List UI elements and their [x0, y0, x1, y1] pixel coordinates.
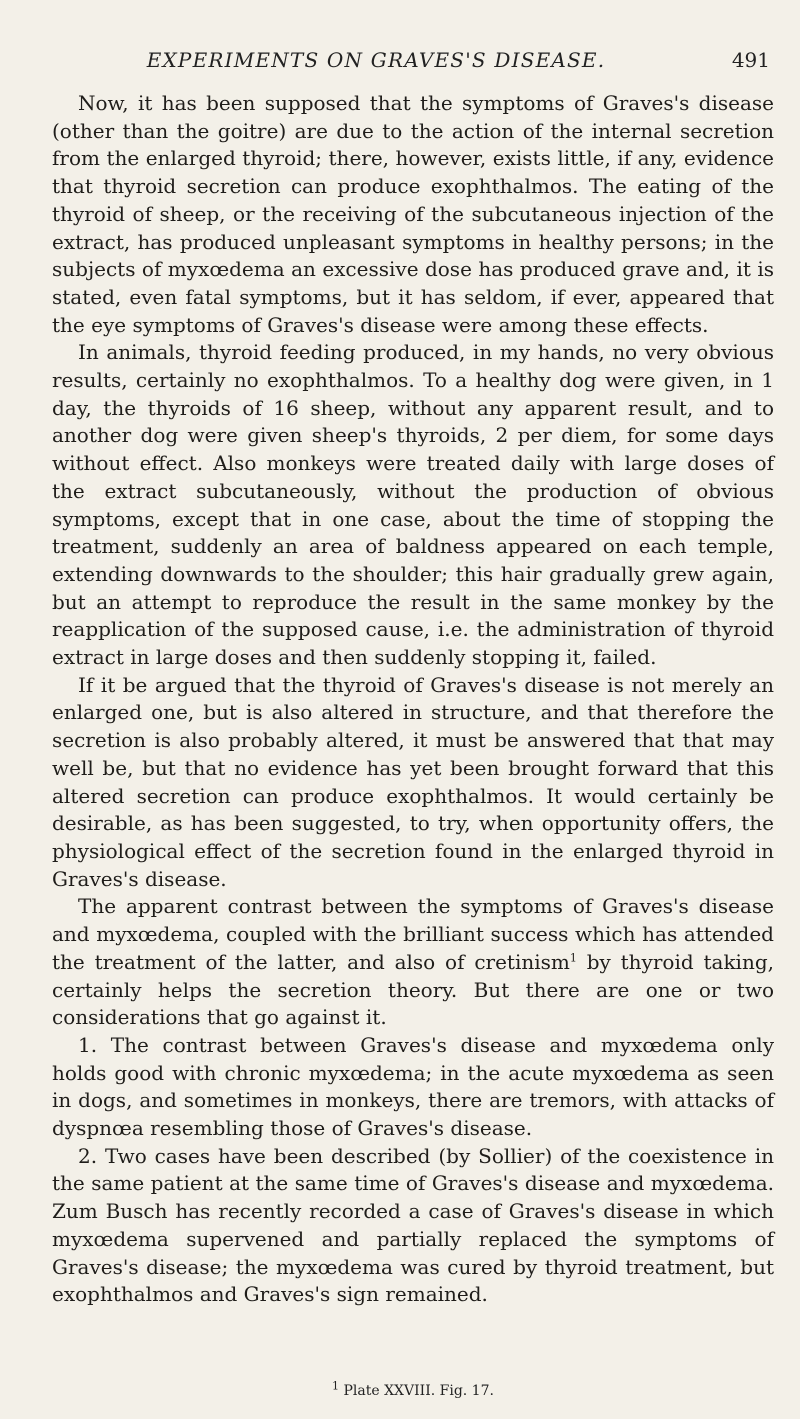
- paragraph-1: Now, it has been supposed that the symptoms of Graves's disease (other than the goitre) are due to the action of the internal secretion from the enlarged thyroid; there, however, exists little, if any, evidence that thyroid secretion can produce exophthalmos. The eating of the thyroid of sheep, or the receiving of the subcutaneous injection of the extract, has produced unpleasant symptoms in healthy persons; in the subjects of myxœdema an excessive dose has produced grave and, it is stated, even fatal symptoms, but it has seldom, if ever, appeared that the eye symptoms of Graves's disease were among these effects.: [52, 91, 774, 337]
- paragraph-6: 2. Two cases have been described (by Sollier) of the coexistence in the same patient at the same time of Graves's disease and myxœdema. Zum Busch has recently recorded a case of Graves's disease in which myxœdema supervened and partially replaced the symptoms of Graves's disease; the myxœdema was cured by thyroid treatment, but exophthalmos and Graves's sign remained.: [52, 1143, 774, 1307]
- page-number: 491: [731, 48, 770, 72]
- paragraph-3: If it be argued that the thyroid of Graves's disease is not merely an enlarged one, but is also altered in structure, and that therefore the secretion is also probably altered, it must be answered that that may well be, but that no evidence has yet been brought forward that this altered secretion can produce exophthalmos. It would certainly be desirable, as has been suggested, to try, when opportunity offers, the physiological effect of the secretion found in the enlarged thyroid in Graves's disease.: [52, 672, 774, 891]
- footnote-reference: 1: [569, 951, 577, 965]
- paragraph-4-after: by thyroid taking, certainly helps the secretion theory. But there are one or two considerations that go against it.: [52, 949, 774, 1030]
- body-text: [52, 90, 774, 1309]
- paragraph-4: [52, 893, 774, 1032]
- footnote-text: Plate XXVIII. Fig. 17.: [339, 1383, 494, 1399]
- page-header: [52, 48, 770, 78]
- footnote-mark: 1: [332, 1379, 340, 1393]
- footnote: [52, 1379, 774, 1399]
- running-title: EXPERIMENTS ON GRAVES'S DISEASE.: [146, 48, 606, 72]
- paragraph-4-before: The apparent contrast between the symptoms of Graves's disease and myxœdema, coupled with the brilliant success which has attended the treatment of the latter, and also of cretinism: [52, 894, 774, 974]
- paragraph-5: 1. The contrast between Graves's disease and myxœdema only holds good with chronic myxœdema; in the acute myxœdema as seen in dogs, and sometimes in monkeys, there are tremors, with attacks of dyspnœa resembling those of Graves's disease.: [52, 1032, 774, 1141]
- paragraph-2: In animals, thyroid feeding produced, in my hands, no very obvious results, certainly no exophthalmos. To a healthy dog were given, in 1 day, the thyroids of 16 sheep, without any apparent result, and to another dog were given sheep's thyroids, 2 per diem, for some days without effect. Also monkeys were treated daily with large doses of the extract subcutaneously, without the production of obvious symptoms, except that in one case, about the time of stopping the treatment, suddenly an area of baldness appeared on each temple, extending downwards to the shoulder; this hair gradually grew again, but an attempt to reproduce the result in the same monkey by the reapplication of the supposed cause, i.e. the administration of thyroid extract in large doses and then suddenly stopping it, failed.: [52, 340, 774, 670]
